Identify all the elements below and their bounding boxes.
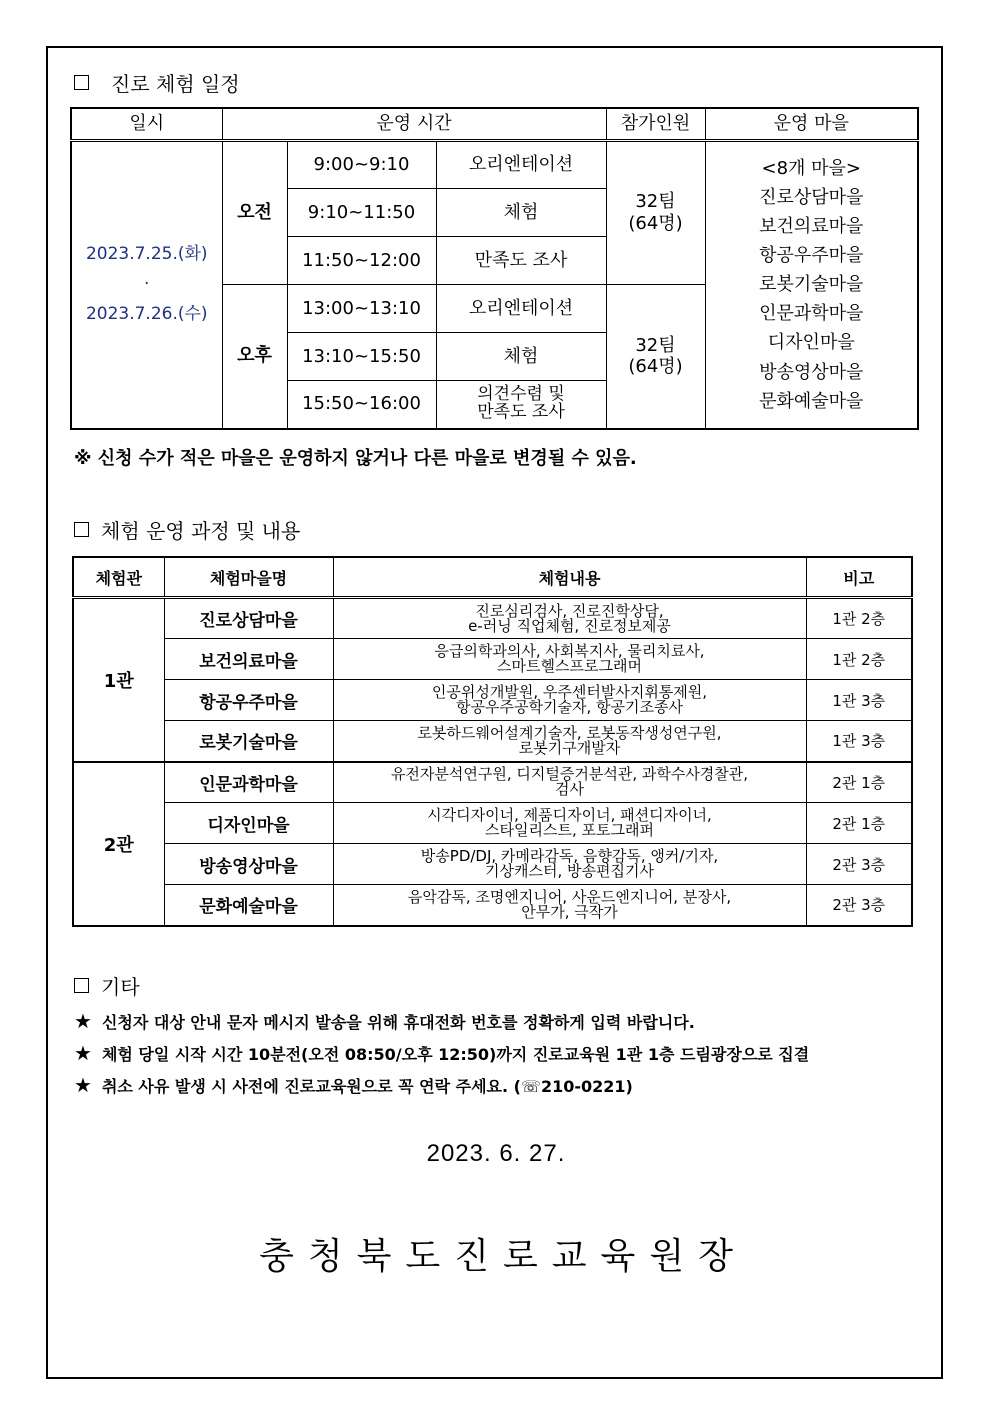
notice-text: 체험 당일 시작 시간 10분전(오전 08:50/오후 12:50)까지 진로교육원 1관 1층 드림광장으로 집결 [101,1044,810,1064]
table-row [73,885,912,926]
village-name: 방송영상마을 [164,844,333,885]
village-item: 진로상담마을 [759,186,864,208]
checkbox-square-icon [74,75,89,90]
table-row [73,844,912,885]
village-name: 문화예술마을 [164,885,333,926]
activity-cell: 오리엔테이션 [436,141,606,189]
table-row [73,721,912,762]
header-content: 체험내용 [333,557,806,598]
village-location: 1관 3층 [806,721,912,762]
notice-item [74,1009,695,1033]
section-title-program [74,515,300,544]
village-content [333,680,806,721]
star-icon: ★ [74,1009,92,1033]
content-line-2: 기상캐스터, 방송편집기사 [485,862,654,880]
village-item: 보건의료마을 [759,215,864,237]
hall-1: 1관 [73,598,164,762]
date-line-1: 2023.7.25.(화) [85,244,208,265]
content-line-1: 음악감독, 조명엔지니어, 사운드엔지니어, 분장사, [407,887,732,906]
village-location: 1관 3층 [806,680,912,721]
participants-people: (64명) [628,213,683,234]
header-time: 운영 시간 [222,108,606,141]
period-pm: 오후 [222,285,287,429]
notice-text: 취소 사유 발생 시 사전에 진로교육원으로 꼭 연락 주세요. (☏210-0221) [101,1076,633,1096]
activity-cell: 오리엔테이션 [436,285,606,333]
time-cell: 11:50~12:00 [287,237,436,285]
time-cell: 13:10~15:50 [287,333,436,381]
village-item: 항공우주마을 [759,245,864,267]
content-line-2: e-러닝 직업체험, 진로정보제공 [468,616,671,635]
date-line-2: 2023.7.26.(수) [85,303,208,324]
activity-cell: 체험 [436,189,606,237]
activity-cell [436,381,606,429]
village-content [333,885,806,926]
village-location: 2관 3층 [806,885,912,926]
schedule-date [71,141,222,429]
participants-pm [606,285,705,429]
village-location: 2관 1층 [806,762,912,803]
section-title-text: 진로 체험 일정 [111,72,240,96]
content-line-2: 스마트헬스프로그래머 [497,657,642,675]
content-line-1: 응급의학과의사, 사회복지사, 물리치료사, [434,642,705,660]
participants-teams: 32팀 [635,191,676,213]
checkbox-square-icon [74,978,89,993]
village-name: 항공우주마을 [164,680,333,721]
organization-name: 충청북도진로교육원장 [259,1236,747,1277]
activity-line-2: 만족도 조사 [477,402,565,423]
village-item: 인문과학마을 [759,303,864,325]
village-location: 2관 3층 [806,844,912,885]
content-line-1: 유전자분석연구원, 디지털증거분석관, 과학수사경찰관, [390,765,749,784]
village-location: 1관 2층 [806,598,912,639]
village-name: 진로상담마을 [164,598,333,639]
village-name: 로봇기술마을 [164,721,333,762]
section-title-schedule [74,68,240,97]
activity-line-1: 의견수렴 및 [477,384,565,405]
content-line-2: 항공우주공학기술자, 항공기조종사 [456,698,683,716]
village-content [333,762,806,803]
schedule-notice: ※ 신청 수가 적은 마을은 운영하지 않거나 다른 마을로 변경될 수 있음. [74,448,637,469]
period-am: 오전 [222,141,287,285]
time-cell: 15:50~16:00 [287,381,436,429]
activity-cell: 체험 [436,333,606,381]
village-name: 디자인마을 [164,803,333,844]
village-content [333,844,806,885]
content-line-2: 검사 [555,780,584,799]
content-line-2: 스타일리스트, 포토그래퍼 [485,821,654,839]
village-content [333,721,806,762]
notice-text: 신청자 대상 안내 문자 메시지 발송을 위해 휴대전화 번호를 정확하게 입력 바랍니다. [101,1012,695,1032]
section-title-text: 체험 운영 과정 및 내용 [101,519,301,543]
schedule-table [70,107,919,430]
program-table [72,556,913,927]
participants-people: (64명) [628,356,683,378]
table-row [73,680,912,721]
star-icon: ★ [74,1073,92,1097]
table-row [73,803,912,844]
checkbox-square-icon [74,522,89,537]
content-line-1: 인공위성개발원, 우주센터발사지휘통제원, [431,683,708,701]
village-location: 1관 2층 [806,639,912,680]
village-content [333,803,806,844]
content-line-2: 안무가, 극작가 [521,902,618,921]
section-title-etc [74,971,140,1000]
village-item: 디자인마을 [767,332,855,354]
participants-am [606,141,705,285]
content-line-1: 진로심리검사, 진로진학상담, [475,601,664,620]
content-line-1: 방송PD/DJ, 카메라감독, 음향감독, 앵커/기자, [420,847,719,865]
issue-date: 2023. 6. 27. [426,1140,566,1167]
village-content [333,598,806,639]
header-village-name: 체험마을명 [164,557,333,598]
header-hall: 체험관 [73,557,164,598]
village-content [333,639,806,680]
villages-list [705,141,918,429]
hall-2: 2관 [73,762,164,926]
participants-teams: 32팀 [635,334,676,356]
header-remark: 비고 [806,557,912,598]
content-line-2: 로봇기구개발자 [518,738,621,757]
header-date: 일시 [71,108,222,141]
table-row [73,639,912,680]
star-icon: ★ [74,1041,92,1065]
village-count: <8개 마을> [761,157,862,179]
village-item: 방송영상마을 [759,361,864,383]
village-name: 인문과학마을 [164,762,333,803]
village-item: 로봇기술마을 [759,274,864,296]
time-cell: 9:00~9:10 [287,141,436,189]
section-title-text: 기타 [101,975,140,999]
date-separator: · [144,273,150,294]
table-row [73,762,912,803]
notice-item [74,1041,809,1065]
village-location: 2관 1층 [806,803,912,844]
header-participants: 참가인원 [606,108,705,141]
time-cell: 9:10~11:50 [287,189,436,237]
time-cell: 13:00~13:10 [287,285,436,333]
village-name: 보건의료마을 [164,639,333,680]
village-item: 문화예술마을 [759,390,864,412]
content-line-1: 시각디자이너, 제품디자이너, 패션디자이너, [427,806,712,824]
content-line-1: 로봇하드웨어설계기술자, 로봇동작생성연구원, [417,723,722,742]
header-village: 운영 마을 [705,108,918,141]
activity-cell: 만족도 조사 [436,237,606,285]
table-row [73,598,912,639]
notice-item [74,1073,633,1097]
